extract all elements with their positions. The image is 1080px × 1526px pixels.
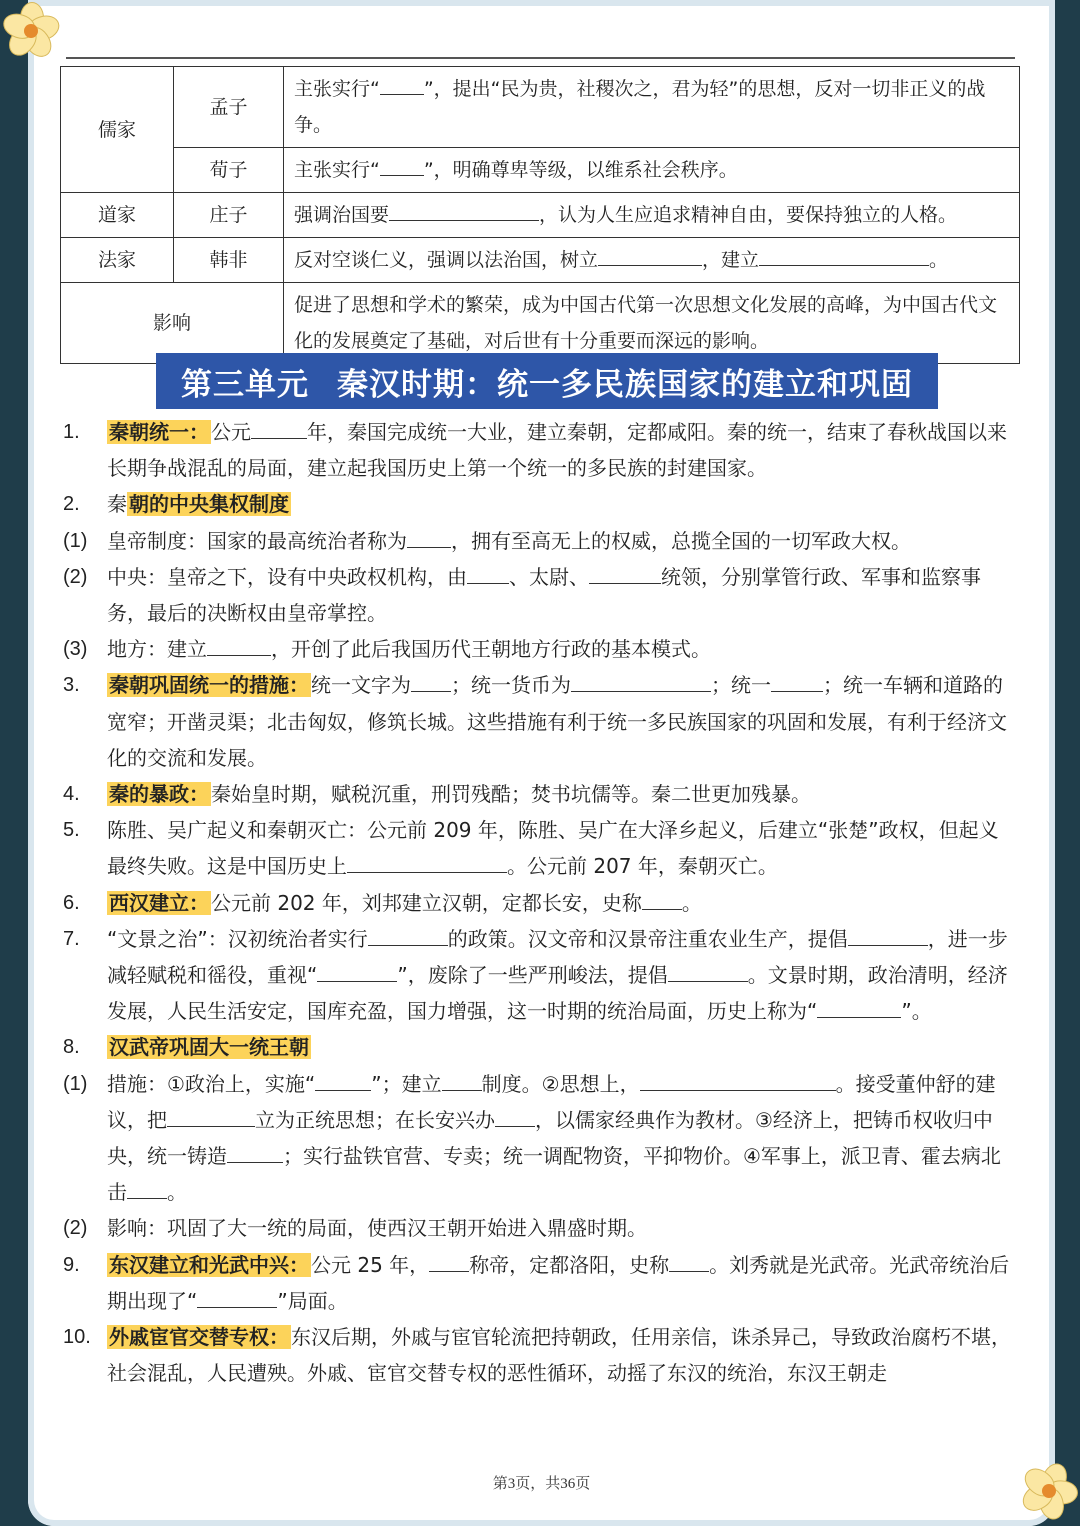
highlight-heading: 东汉建立和光武中兴： [109,1252,309,1277]
blank [495,1106,535,1127]
blank [197,1287,277,1308]
highlight-heading: 秦朝巩固统一的措施： [109,673,309,698]
highlight-heading: 汉武帝巩固大一统王朝 [109,1035,309,1060]
blank [407,527,451,548]
list-item: 1. 秦朝统一： 公元 年，秦国完成统一大业，建立秦朝，定都咸阳。秦的统一，结束了春秋战国以来长期争战混乱的局面，建立起我国历史上第一个统一的多民族的封建国家。 [63,420,1007,481]
list-item: (2) 影响：巩固了大一统的局面，使西汉王朝开始进入鼎盛时期。 [63,1216,647,1241]
school-daojia: 道家 [61,193,174,238]
blank [251,418,307,439]
flower-decoration-icon [2,2,60,60]
blank [317,961,397,982]
blank [771,671,823,692]
blank [368,925,448,946]
list-item: 2. 秦 朝的中央集权制度 [63,492,289,517]
person-mencius: 孟子 [174,67,284,148]
header-rule [66,57,1015,59]
influence-label: 影响 [61,283,284,364]
blank [207,635,271,656]
blank [642,889,682,910]
blank [347,852,507,873]
table-cell: 反对空谈仁义，强调以法治国，树立 ，建立 。 [284,238,1020,283]
list-item: 9. 东汉建立和光武中兴： 公元 25 年， 称帝，定都洛阳，史称 。刘秀就是光武帝。光武帝统治后期出现了“ ”局面。 [63,1252,1010,1313]
blank [759,246,929,266]
blank [315,1070,371,1091]
blank [380,156,424,176]
highlight-heading: 朝的中央集权制度 [129,492,289,517]
table-cell: 促进了思想和学术的繁荣，成为中国古代第一次思想文化发展的高峰，为中国古代文化的发展奠定了基础，对后世有十分重要而深远的影响。 [284,283,1020,364]
list-item: (2) 中央：皇帝之下，设有中央政权机构，由 、太尉、 统领，分别掌管行政、军事和监察事务，最后的决断权由皇帝掌控。 [63,564,981,626]
school-rujia: 儒家 [61,67,174,193]
list-item: 3. 秦朝巩固统一的措施： 统一文字为 ；统一货币为 ；统一 ；统一车辆和道路的宽窄；开凿灵渠；北击匈奴，修筑长城。这些措施有利于统一多民族国家的巩固和发展，有利于经济文化的交流和发展。 [63,673,1007,770]
blank [669,1251,709,1272]
blank [848,925,928,946]
blank [411,671,451,692]
blank [380,75,424,95]
blank [442,1070,482,1091]
list-item: (3) 地方：建立 ，开创了此后我国历代王朝地方行政的基本模式。 [63,637,711,662]
person-xunzi: 荀子 [174,148,284,193]
highlight-heading: 秦朝统一： [109,420,209,444]
unit-name: 秦汉时期：统一多民族国家的建立和巩固 [337,366,913,403]
list-item: 10. 外戚宦官交替专权： 东汉后期，外戚与宦官轮流把持朝政，任用亲信，诛杀异己，导致政治腐朽不堪，社会混乱，人民遭殃。外戚、宦官交替专权的恶性循环，动摇了东汉的统治，东汉王朝走 [63,1325,1011,1386]
unit-number: 第三单元 [181,366,309,403]
blank [227,1142,283,1163]
list-item: 4. 秦的暴政： 秦始皇时期，赋税沉重，刑罚残酷；焚书坑儒等。秦二世更加残暴。 [63,782,811,807]
flower-decoration-icon [1020,1462,1078,1520]
page-number: 第3页，共36页 [492,1476,591,1492]
blank [668,961,748,982]
blank [467,563,509,584]
highlight-heading: 西汉建立： [109,890,209,915]
table-cell: 主张实行“ ”，提出“民为贵，社稷次之，君为轻”的思想，反对一切非正义的战争。 [284,67,1020,148]
blank [589,563,661,584]
blank [127,1178,167,1199]
blank [640,1070,836,1091]
table-cell: 强调治国要 ，认为人生应追求精神自由，要保持独立的人格。 [284,193,1020,238]
list-item: (1) 皇帝制度：国家的最高统治者称为 ，拥有至高无上的权威，总揽全国的一切军政大权。 [63,528,911,553]
notes-content [63,414,1013,1391]
table-cell: 主张实行“ ”，明确尊卑等级，以维系社会秩序。 [284,148,1020,193]
unit-title-banner [156,353,938,409]
list-item: 6. 西汉建立： 公元前 202 年，刘邦建立汉朝，定都长安，史称 。 [63,890,702,915]
philosophy-table [60,66,1020,364]
blank [167,1106,255,1127]
blank [598,246,702,266]
person-hanfei: 韩非 [174,238,284,283]
blank [817,997,901,1018]
person-zhuangzi: 庄子 [174,193,284,238]
document-page [28,0,1055,1526]
list-item: 5. 陈胜、吴广起义和秦朝灭亡：公元前 209 年，陈胜、吴广在大泽乡起义，后建立“张楚”政权，但起义最终失败。这是中国历史上 。公元前 207 年，秦朝灭亡。 [63,818,999,879]
highlight-heading: 外戚宦官交替专权： [109,1325,289,1350]
blank [571,671,711,692]
school-fajia: 法家 [61,238,174,283]
list-item: 7. “文景之治”：汉初统治者实行 的政策。汉文帝和汉景帝注重农业生产，提倡 ，进一步减轻赋税和徭役，重视“ ”，废除了一些严刑峻法，提倡 。文景时期，政治清明，经济发展，人民生活安定，国库充盈，国力增强，这一时期的统治局面，历史上称为“ ”。 [63,926,1008,1024]
blank [389,201,539,221]
list-item: 8. 汉武帝巩固大一统王朝 [63,1035,309,1060]
list-item: (1) 措施：①政治上，实施“ ”；建立 制度。②思想上， 。接受董仲舒的建议，把 立为正统思想；在长安兴办 ，以儒家经典作为教材。③经济上，把铸币权收归中央，统一铸造 ；实行盐铁官营、专卖；统一调配物资，平抑物价。④军事上，派卫青、霍去病北击 。 [63,1071,1001,1205]
blank [429,1251,469,1272]
highlight-heading: 秦的暴政： [109,782,209,807]
